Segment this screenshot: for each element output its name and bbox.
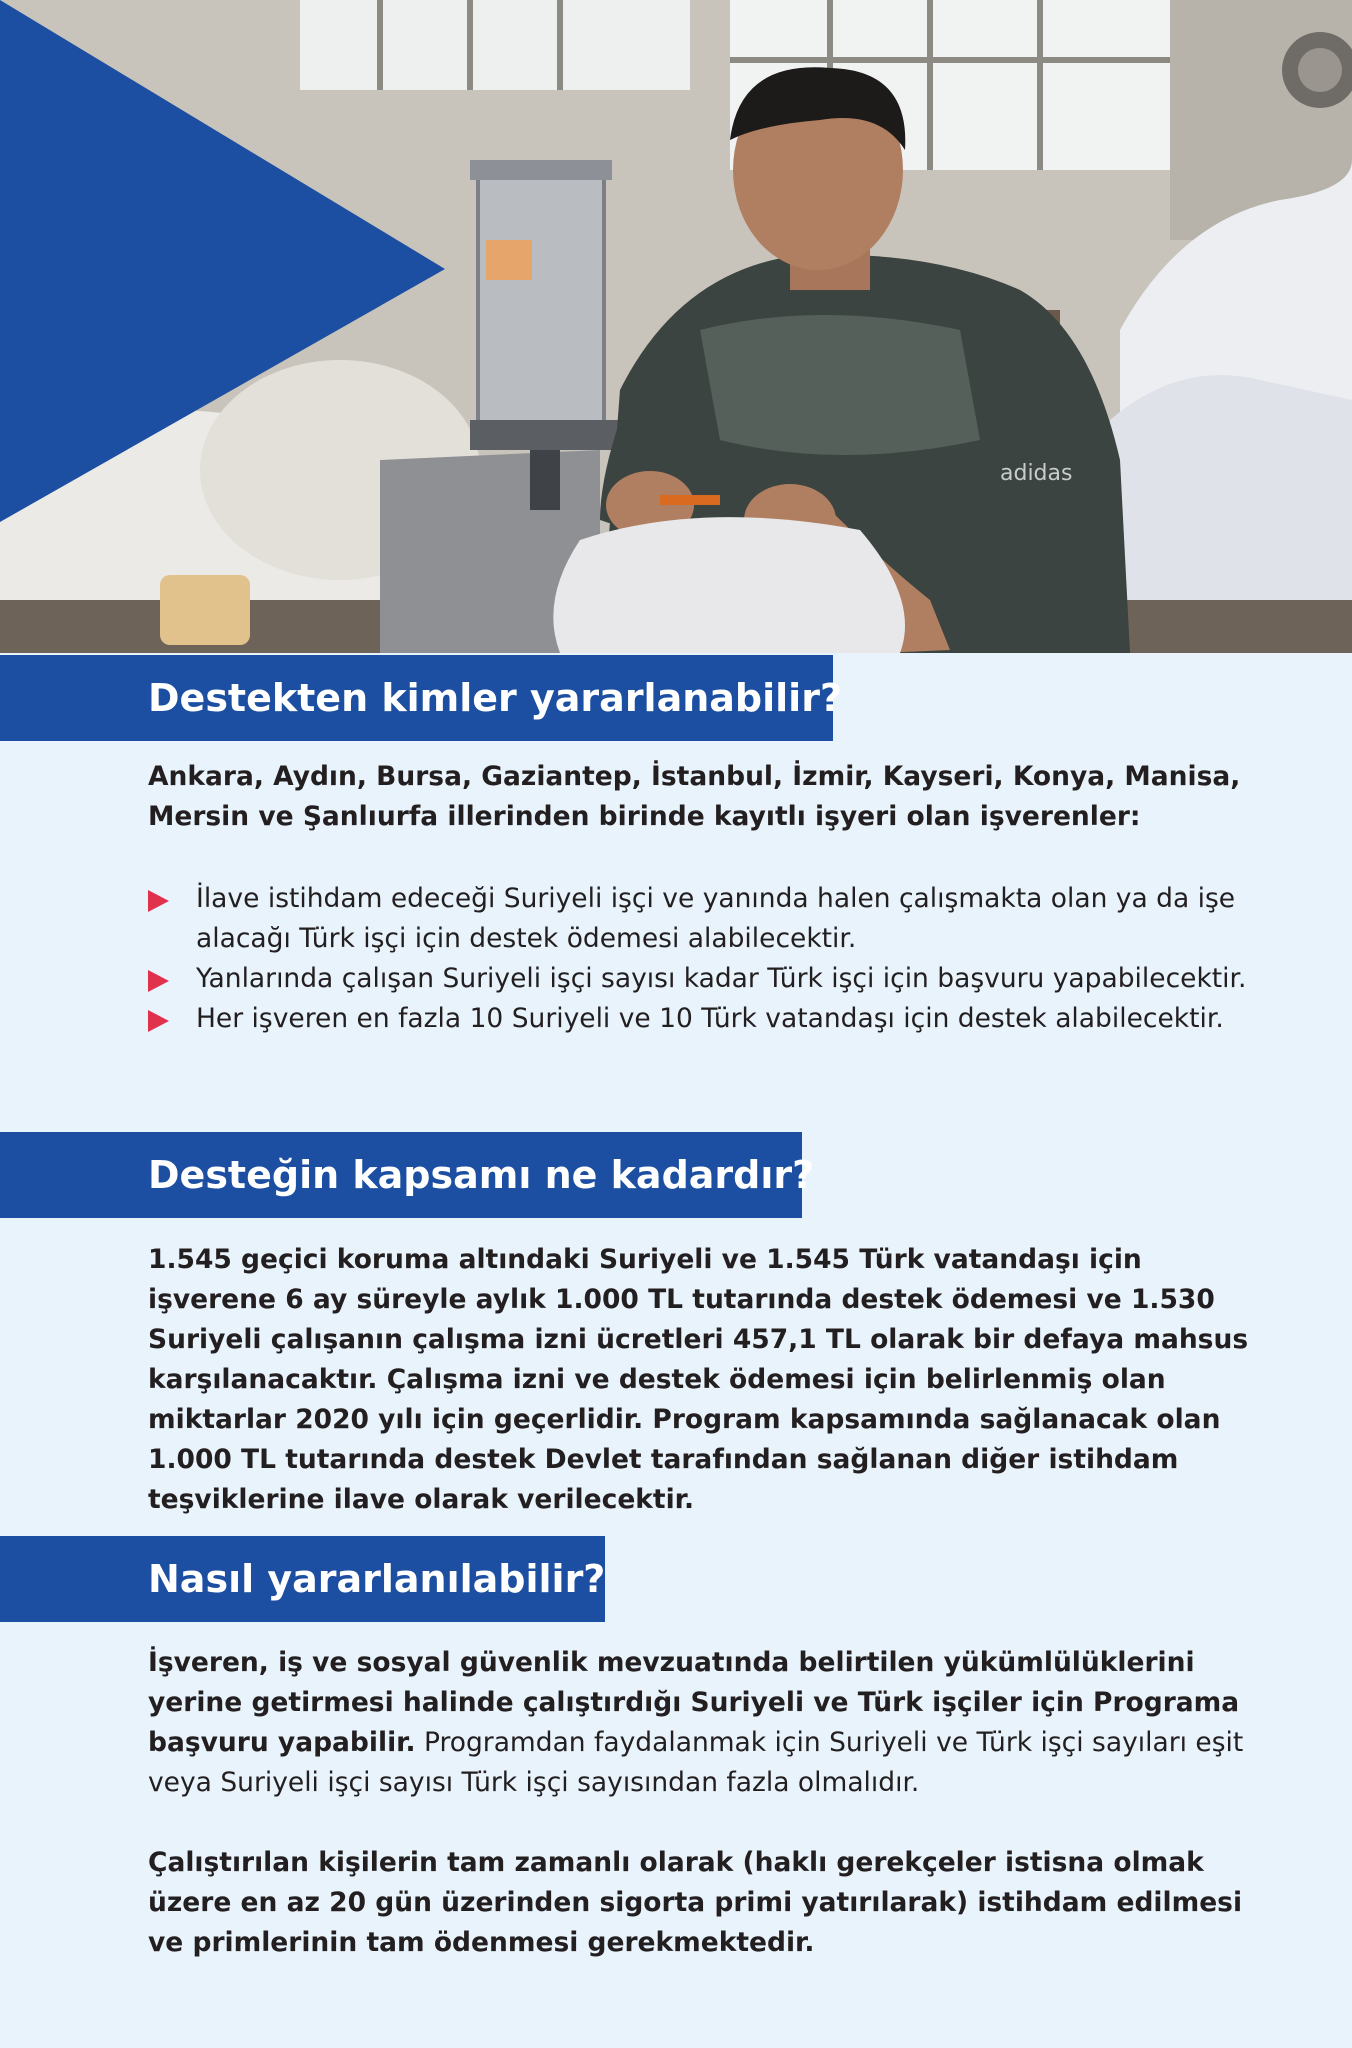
- worker-count-rule-text: Programdan faydalanmak için Suriyeli ve Türk işçi sayıları eşit veya Suriyeli işçi sayısı Türk işçi sayısından fazla olmalıdır.: [148, 1727, 1244, 1798]
- svg-text:adidas: adidas: [1000, 461, 1073, 486]
- eligible-employers-intro: Ankara, Aydın, Bursa, Gaziantep, İstanbul, İzmir, Kayseri, Konya, Manisa, Mersin ve Şanlıurfa illerinden birinde kayıtlı işyeri olan işverenler:: [148, 761, 1241, 832]
- section-heading-how-to-benefit: Nasıl yararlanılabilir?: [0, 1536, 605, 1622]
- section-heading-support-scope: Desteğin kapsamı ne kadardır?: [0, 1132, 802, 1218]
- application-condition-text: İşveren, iş ve sosyal güvenlik mevzuatında belirtilen yükümlülüklerini yerine getirmesi halinde çalıştırdığı Suriyeli ve Türk işçiler için Programa başvuru yapabilir.: [148, 1647, 1240, 1758]
- bullet-text: Yanlarında çalışan Suriyeli işçi sayısı kadar Türk işçi için başvuru yapabilecektir.: [196, 963, 1247, 994]
- hero-photo-illustration: [0, 0, 1352, 653]
- list-item: [148, 959, 1258, 999]
- bullet-triangle-icon: [148, 890, 169, 912]
- how-to-benefit-paragraph-1: [148, 1643, 1258, 1803]
- bullet-text: İlave istihdam edeceği Suriyeli işçi ve yanında halen çalışmakta olan ya da işe alacağı Türk işçi için destek ödemesi alabilecektir.: [196, 883, 1236, 954]
- bullet-text: Her işveren en fazla 10 Suriyeli ve 10 Türk vatandaşı için destek alabilecektir.: [196, 1003, 1224, 1034]
- bullet-triangle-icon: [148, 970, 169, 992]
- eligibility-bullet-list: [148, 879, 1258, 1039]
- hero-photo: [0, 0, 1352, 653]
- support-scope-body: 1.545 geçici koruma altındaki Suriyeli ve 1.545 Türk vatandaşı için işverene 6 ay süreyle aylık 1.000 TL tutarında destek ödemesi ve 1.530 Suriyeli çalışanın çalışma izni ücretleri 457,1 TL olarak bir defaya mahsus karşılanacaktır. Çalışma izni ve destek ödemesi için belirlenmiş olan miktarlar 2020 yılı için geçerlidir. Program kapsamında sağlanacak olan 1.000 TL tutarında destek Devlet tarafından sağlanan diğer istihdam teşviklerine ilave olarak verilecektir.: [148, 1244, 1249, 1515]
- list-item: [148, 879, 1258, 959]
- list-item: [148, 999, 1258, 1039]
- how-to-benefit-paragraph-2: Çalıştırılan kişilerin tam zamanlı olarak (haklı gerekçeler istisna olmak üzere en az 20 gün üzerinden sigorta primi yatırılarak) istihdam edilmesi ve primlerinin tam ödenmesi gerekmektedir.: [148, 1847, 1243, 1958]
- bullet-triangle-icon: [148, 1010, 169, 1032]
- section-heading-who-can-benefit: Destekten kimler yararlanabilir?: [0, 655, 833, 741]
